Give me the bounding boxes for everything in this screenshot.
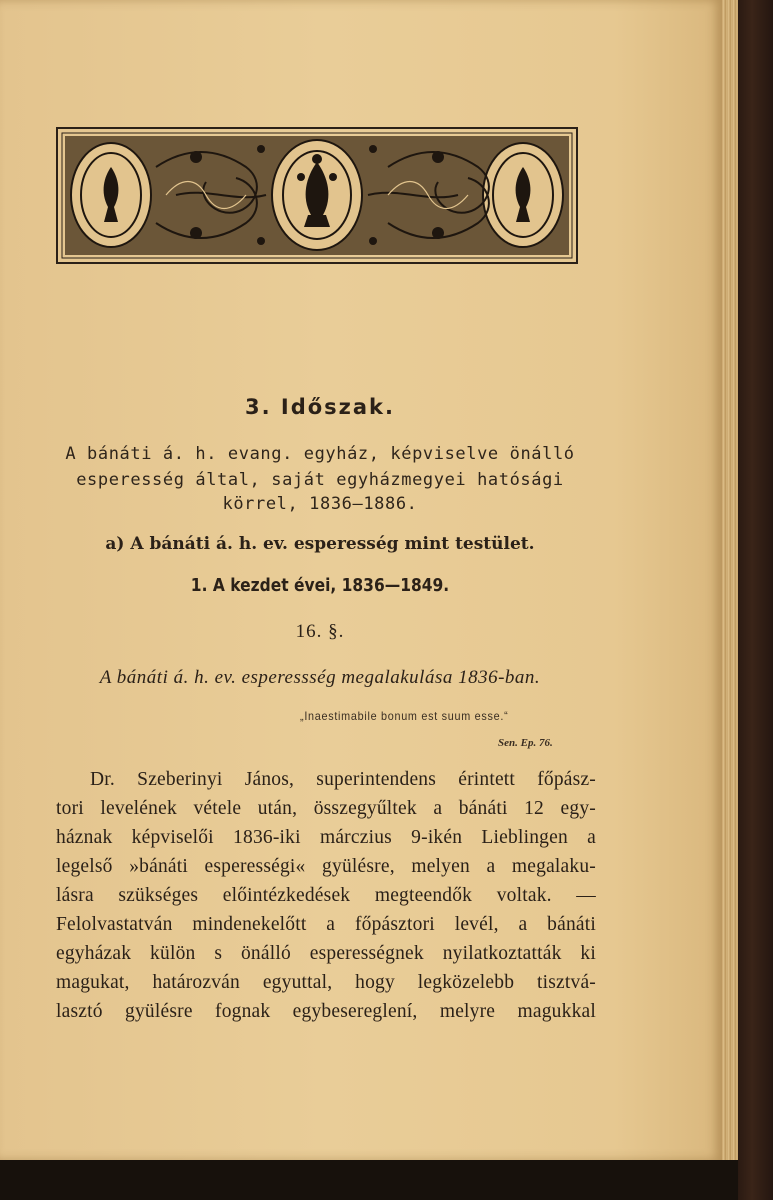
body-line: tori levelének vétele után, összegyűltek a bánáti 12 egy- [56, 798, 596, 819]
body-line: lásra szükséges előintézkedések megteendők voltak. — [56, 885, 596, 906]
paragraph-number: 16. §. [295, 621, 345, 642]
heading-line: esperesség által, saját egyházmegyei hatósági [76, 470, 564, 490]
body-line: Felolvastatván mindenekelőtt a főpásztori levél, a bánáti [56, 914, 596, 935]
body-line: magukat, határozván egyuttal, hogy legközelebb tisztvá- [56, 972, 596, 993]
floral-vignette-icon [56, 127, 578, 264]
body-line: egyházak külön s önálló esperességnek nyilatkoztatták ki [56, 943, 596, 964]
body-line: legelső »bánáti esperességi« gyülésre, melyen a megalaku- [56, 856, 596, 877]
scan-border [0, 1160, 738, 1200]
body-line: háznak képviselői 1836-iki márczius 9-ikén Lieblingen a [56, 827, 596, 848]
chapter-heading: 1. A kezdet évei, 1836—1849. [190, 575, 450, 596]
page-edges [722, 0, 738, 1160]
section-title: 3. Időszak. [244, 395, 395, 419]
epigraph-source: Sen. Ep. 76. [498, 737, 553, 749]
book-binding [738, 0, 773, 1200]
heading-line: A bánáti á. h. evang. egyház, képviselve önálló [65, 444, 575, 464]
body-line: lasztó gyülésre fognak egybesereglení, melyre magukkal [56, 1001, 596, 1022]
paragraph-title: A bánáti á. h. ev. esperessség megalakulása 1836-ban. [99, 667, 541, 688]
subsection-heading: a) A bánáti á. h. ev. esperesség mint testület. [105, 534, 535, 554]
heading-line: körrel, 1836—1886. [222, 494, 418, 514]
body-line: Dr. Szeberinyi János, superintendens érintett főpász- [90, 769, 596, 790]
epigraph-quote: „Inaestimabile bonum est suum esse.“ [300, 709, 509, 723]
